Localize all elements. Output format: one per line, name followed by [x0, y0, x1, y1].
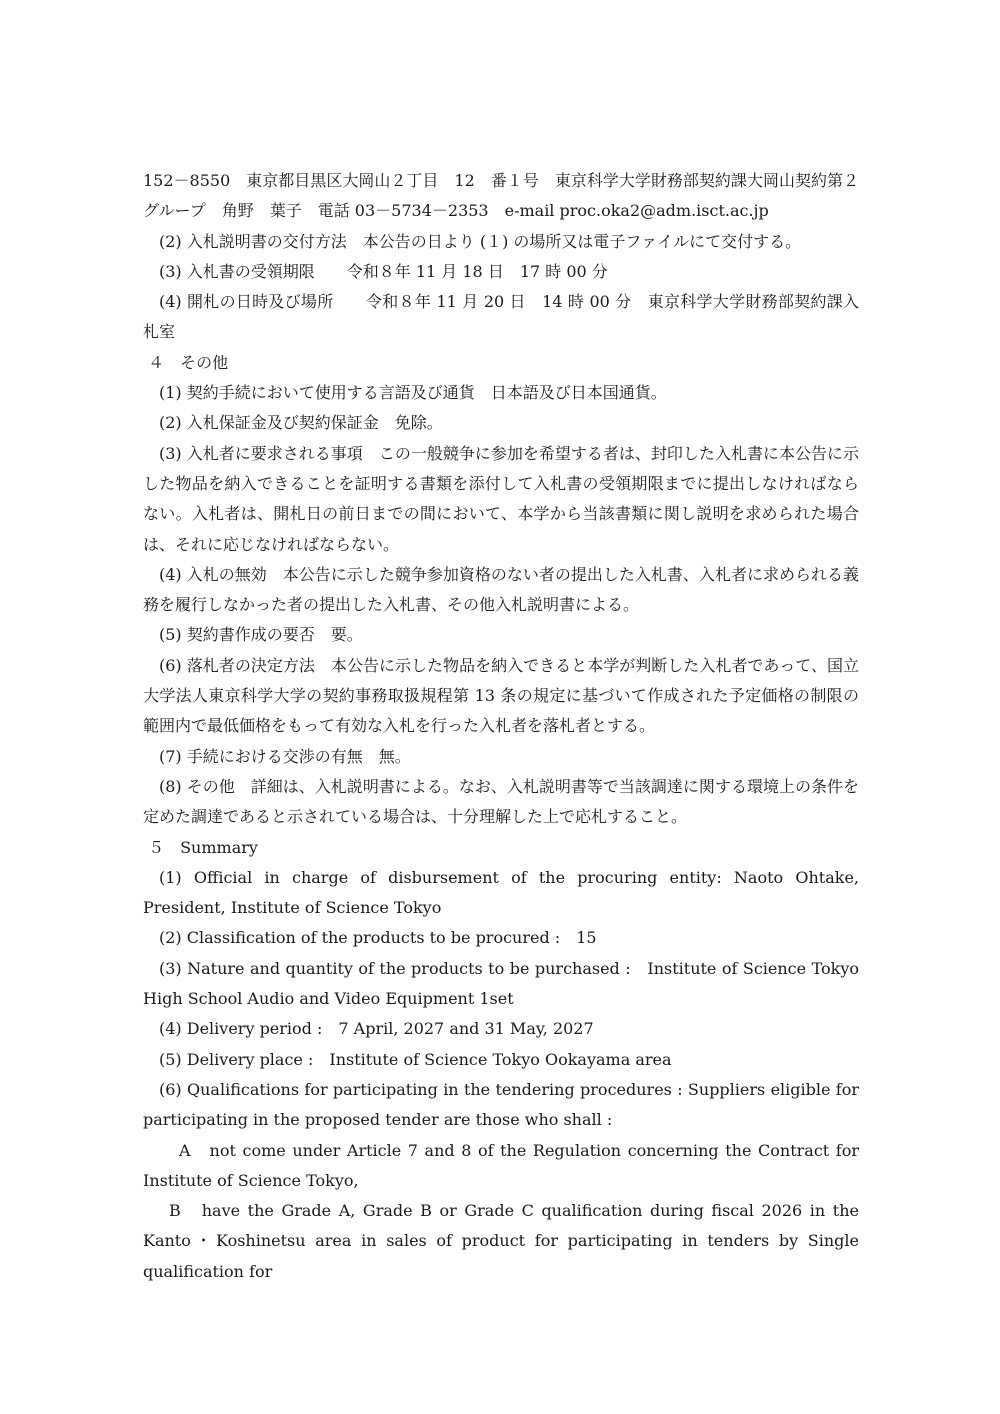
summary-qualifications: (6) Qualifications for participating in the tendering procedures : Suppliers eligible for participating in the proposed tender are those who shall :	[143, 1079, 865, 1130]
paragraph-award: (6) 落札者の決定方法 本公告に示した物品を納入できると本学が判断した入札者であって、国立大学法人東京科学大学の契約事務取扱規程第 13 条の規定に基づいて作成された予定価格の制限の範囲内で最低価格をもって有効な入札を行った入札者を落札者とする。	[143, 655, 859, 736]
paragraph-language: (1) 契約手続において使用する言語及び通貨 日本語及び日本国通貨。	[159, 383, 667, 403]
summary-official: (1) Official in charge of disbursement of the procuring entity: Naoto Ohtake, President, Institute of Science Tokyo	[143, 867, 865, 918]
summary-delivery-place: (5) Delivery place : Institute of Science Tokyo Ookayama area	[159, 1049, 672, 1069]
qualification-item-a: A not come under Article 7 and 8 of the Regulation concerning the Contract for Institute of Science Tokyo,	[143, 1140, 865, 1190]
document-body	[143, 166, 865, 1287]
qualification-item-b: B have the Grade A, Grade B or Grade C qualification during fiscal 2026 in the Kanto・Koshinetsu area in sales of product for participating in tenders by Single qualification for	[143, 1201, 865, 1281]
summary-classification: (2) Classification of the products to be procured : 15	[159, 928, 597, 948]
section-heading-other: ４ その他	[143, 352, 229, 372]
paragraph-bid-docs: (2) 入札説明書の交付方法 本公告の日より (１) の場所又は電子ファイルにて交付する。	[159, 231, 802, 251]
contact-paragraph: 152－8550 東京都目黒区大岡山２丁目 12 番１号 東京科学大学財務部契約課大岡山契約第２グループ 角野 葉子 電話 03－5734－2353 e-mail proc.oka2@adm.isct.ac.jp	[143, 171, 859, 221]
summary-nature: (3) Nature and quantity of the products to be purchased : Institute of Science Tokyo High School Audio and Video Equipment 1set	[143, 958, 865, 1009]
paragraph-invalid: (4) 入札の無効 本公告に示した競争参加資格のない者の提出した入札書、入札者に求められる義務を履行しなかった者の提出した入札書、その他入札説明書による。	[143, 564, 859, 615]
paragraph-contract-doc: (5) 契約書作成の要否 要。	[159, 625, 363, 645]
paragraph-misc: (8) その他 詳細は、入札説明書による。なお、入札説明書等で当該調達に関する環境上の条件を定めた調達であると示されている場合は、十分理解した上で応札すること。	[143, 776, 859, 827]
summary-delivery-period: (4) Delivery period : 7 April, 2027 and 31 May, 2027	[159, 1019, 594, 1039]
paragraph-opening: (4) 開札の日時及び場所 令和８年 11 月 20 日 14 時 00 分 東京科学大学財務部契約課入札室	[143, 292, 859, 342]
paragraph-deposit: (2) 入札保証金及び契約保証金 免除。	[159, 413, 443, 433]
paragraph-deadline: (3) 入札書の受領期限 令和８年 11 月 18 日 17 時 00 分	[159, 261, 608, 281]
paragraph-negotiation: (7) 手続における交渉の有無 無。	[159, 746, 411, 766]
section-heading-summary: ５ Summary	[143, 837, 258, 857]
paragraph-requirements: (3) 入札者に要求される事項 この一般競争に参加を希望する者は、封印した入札書に本公告に示した物品を納入できることを証明する書類を添付して入札書の受領期限までに提出しなければならない。入札者は、開札日の前日までの間において、本学から当該書類に関し説明を求められた場合は、それに応じなければならない。	[143, 443, 859, 554]
